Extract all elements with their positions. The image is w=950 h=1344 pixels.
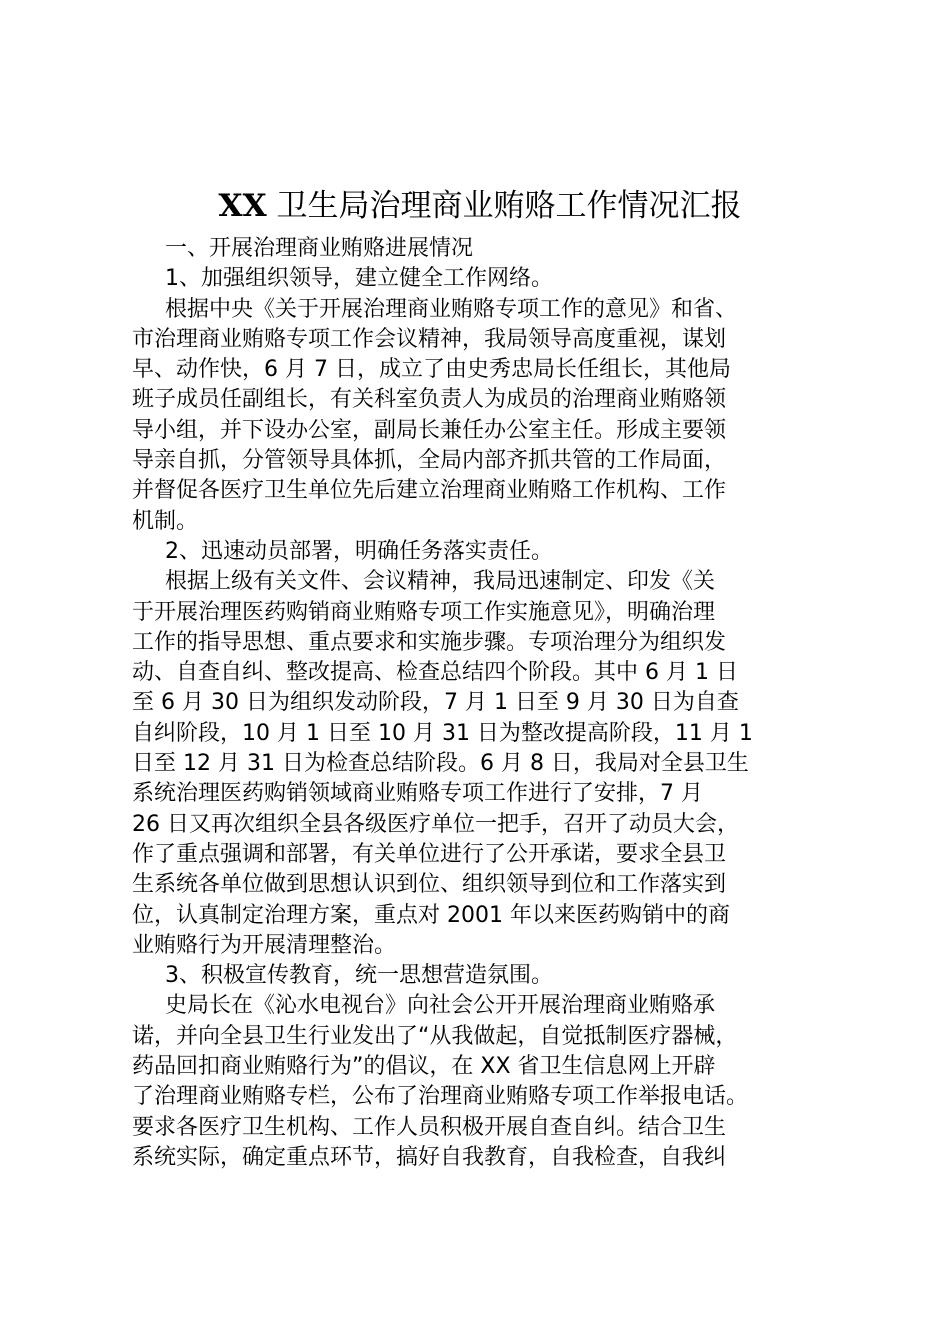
body-line: 根据中央《关于开展治理商业贿赂专项工作的意见》和省、 <box>165 296 738 322</box>
body-line: 位，认真制定治理方案，重点对 2001 年以来医药购销中的商 <box>132 902 730 928</box>
title-prefix: XX <box>218 188 267 224</box>
body-line: 诺，并向全县卫生行业发出了“从我做起，自觉抵制医疗器械， <box>132 1023 738 1049</box>
title-text: 卫生局治理商业贿赂工作情况汇报 <box>266 188 742 224</box>
body-line: 业贿赂行为开展清理整治。 <box>132 932 397 958</box>
body-line: 班子成员任副组长，有关科室负责人为成员的治理商业贿赂领 <box>132 387 727 413</box>
body-line: 导亲自抓，分管领导具体抓，全局内部齐抓共管的工作局面， <box>132 448 727 474</box>
document-body <box>132 234 832 1173</box>
body-line: 26 日又再次组织全县各级医疗单位一把手，召开了动员大会， <box>132 811 739 837</box>
body-line: 市治理商业贿赂专项工作会议精神，我局领导高度重视，谋划 <box>132 326 727 352</box>
body-line: 导小组，并下设办公室，副局长兼任办公室主任。形成主要领 <box>132 417 727 443</box>
body-line: 根据上级有关文件、会议精神，我局迅速制定、印发《关 <box>165 569 716 595</box>
body-line: 至 6 月 30 日为组织发动阶段，7 月 1 日至 9 月 30 日为自查 <box>132 690 739 716</box>
body-line: 机制。 <box>132 508 199 534</box>
body-line: 药品回扣商业贿赂行为”的倡议，在 XX 省卫生信息网上开辟 <box>132 1054 716 1080</box>
body-line: 早、动作快，6 月 7 日，成立了由史秀忠局长任组长，其他局 <box>132 357 731 383</box>
body-line: 自纠阶段，10 月 1 日至 10 月 31 日为整改提高阶段，11 月 1 <box>132 720 753 746</box>
body-line: 2、迅速动员部署，明确任务落实责任。 <box>165 538 553 564</box>
body-line: 系统治理医药购销领域商业贿赂专项工作进行了安排，7 月 <box>132 781 703 807</box>
body-line: 一、开展治理商业贿赂进展情况 <box>165 236 474 261</box>
body-line: 系统实际，确定重点环节，搞好自我教育，自我检查，自我纠 <box>132 1144 727 1170</box>
body-line: 3、积极宣传教育，统一思想营造氛围。 <box>165 963 553 989</box>
body-line: 动、自查自纠、整改提高、检查总结四个阶段。其中 6 月 1 日 <box>132 660 738 686</box>
body-line: 工作的指导思想、重点要求和实施步骤。专项治理分为组织发 <box>132 629 727 655</box>
document-title <box>120 184 840 228</box>
body-line: 了治理商业贿赂专栏，公布了治理商业贿赂专项工作举报电话。 <box>132 1084 749 1110</box>
body-line: 要求各医疗卫生机构、工作人员积极开展自查自纠。结合卫生 <box>132 1114 727 1140</box>
body-line: 并督促各医疗卫生单位先后建立治理商业贿赂工作机构、工作 <box>132 478 727 504</box>
body-line: 史局长在《沁水电视台》向社会公开开展治理商业贿赂承 <box>165 993 716 1019</box>
body-line: 生系统各单位做到思想认识到位、组织领导到位和工作落实到 <box>132 872 727 898</box>
body-line: 1、加强组织领导，建立健全工作网络。 <box>165 266 553 292</box>
body-line: 于开展治理医药购销商业贿赂专项工作实施意见》，明确治理 <box>132 599 716 625</box>
body-line: 日至 12 月 31 日为检查总结阶段。6 月 8 日，我局对全县卫生 <box>132 751 749 777</box>
body-line: 作了重点强调和部署，有关单位进行了公开承诺，要求全县卫 <box>132 841 727 867</box>
